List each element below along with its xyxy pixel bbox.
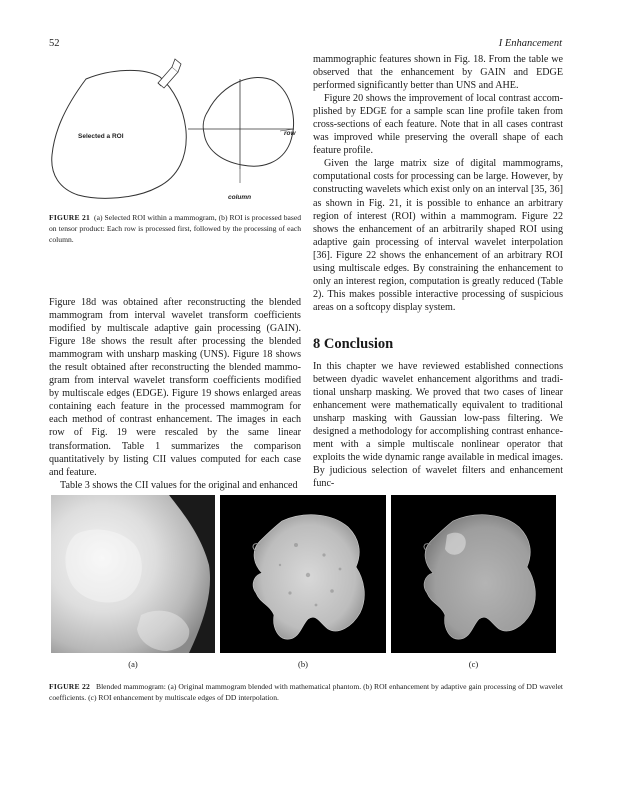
figure-21-caption-label: FIGURE 21 — [49, 213, 90, 222]
section-heading: 8 Conclusion — [313, 336, 394, 352]
figure-21-caption — [49, 212, 301, 245]
figure-22-panel-c — [391, 495, 556, 653]
figure-22-caption — [49, 681, 563, 703]
right-column-text — [313, 53, 563, 314]
figure-21-diagram — [48, 55, 310, 207]
panel-b-label: (b) — [298, 659, 308, 669]
panel-a-label: (a) — [128, 659, 138, 669]
figure-22-caption-text: Blended mammogram: (a) Original mammogram blended with mathematical phantom. (b) ROI enhancement by adaptive gain processing of DD wavelet coefficients. (c) ROI enhancement by multiscale edges of DD interpolation. — [49, 682, 564, 702]
page-number: 52 — [49, 38, 60, 49]
running-title: I Enhancement — [498, 38, 562, 49]
paragraph: mammographic features shown in Fig. 18. From the table we observed that the enhancement by GAIN and EDGE performed significantly better than UNS and AHE. — [313, 54, 563, 92]
paragraph: Figure 20 shows the improvement of local contrast accom-plished by EDGE for a sample scan line profile taken from cross-sections of each feature. Note that in all cases contrast was improved while preserving the overall shape of each feature profile. — [313, 93, 563, 157]
left-column-text — [49, 296, 301, 492]
paragraph: In this chapter we have reviewed established connections between dyadic wavelet enhancement algorithms and tradi-tional unsharp masking. We proved that two cases of linear enhancement were mathematically equivalent to traditional unsharp masking with Gaussian low-pass filtering. We designed a methodology for accomplishing contrast enhance-ment with a simple multiscale nonlinear operator that exploits the wide dynamic range available in medical images. By judicious selection of wavelet filters and enhancement func- — [313, 361, 563, 490]
pen-icon — [158, 59, 181, 88]
figure-22-panel-b — [220, 495, 386, 653]
roi-outline-b — [188, 78, 294, 183]
panel-c-label: (c) — [468, 659, 479, 669]
paragraph: Table 3 shows the CII values for the original and enhanced — [60, 479, 298, 491]
row-label: row — [284, 130, 296, 137]
figure-21-caption-text: (a) Selected ROI within a mammogram, (b) ROI is processed based on tensor product: Each row is processed first, followed by the processing of each column. — [49, 213, 302, 244]
paragraph: Given the large matrix size of digital mammograms, computational costs for processing can be large. However, by constructing wavelets which exist only on an interval [35, 36] as shown in Fig. 21, it is possible to enhance an arbitrary region of interest (ROI) within a mammogram. Figure 22 shows the enhancement of an arbitrarily shaped ROI using adaptive gain processing of interval wavelet interpolation [36]. Figure 22 shows the enhancement of an arbitrary ROI using multiscale edges. By constraining the enhancement to only an interest region, computation is greatly reduced (Table 2). This makes possible interactive processing of suspicious areas on a softcopy display system. — [313, 158, 563, 313]
figure-22-panel-a — [51, 495, 215, 653]
figure-22-caption-label: FIGURE 22 — [49, 682, 90, 691]
conclusion-text — [313, 360, 563, 490]
selected-roi-label: Selected a ROI — [78, 133, 124, 140]
column-label: column — [228, 194, 252, 201]
paragraph: Figure 18d was obtained after reconstructing the blended mammogram from interval wavelet transform coefficients modified by multiscale adaptive gain processing (GAIN). Figure 18e shows the result after processing the blended mammogram with unsharp masking (UNS). Figure 18 shows the result obtained after reconstructing the blended mammo-gram from interval wavelet transform coefficients modified by multiscale edges (EDGE). Figure 19 shows enlarged areas containing each feature in the processed mammogram for each method of contrast enhancement. The images in each row of Fig. 19 were rescaled by the same linear transformation. Table 1 summarizes the comparison quantitatively by listing CII values computed for each case and feature. — [49, 297, 301, 478]
